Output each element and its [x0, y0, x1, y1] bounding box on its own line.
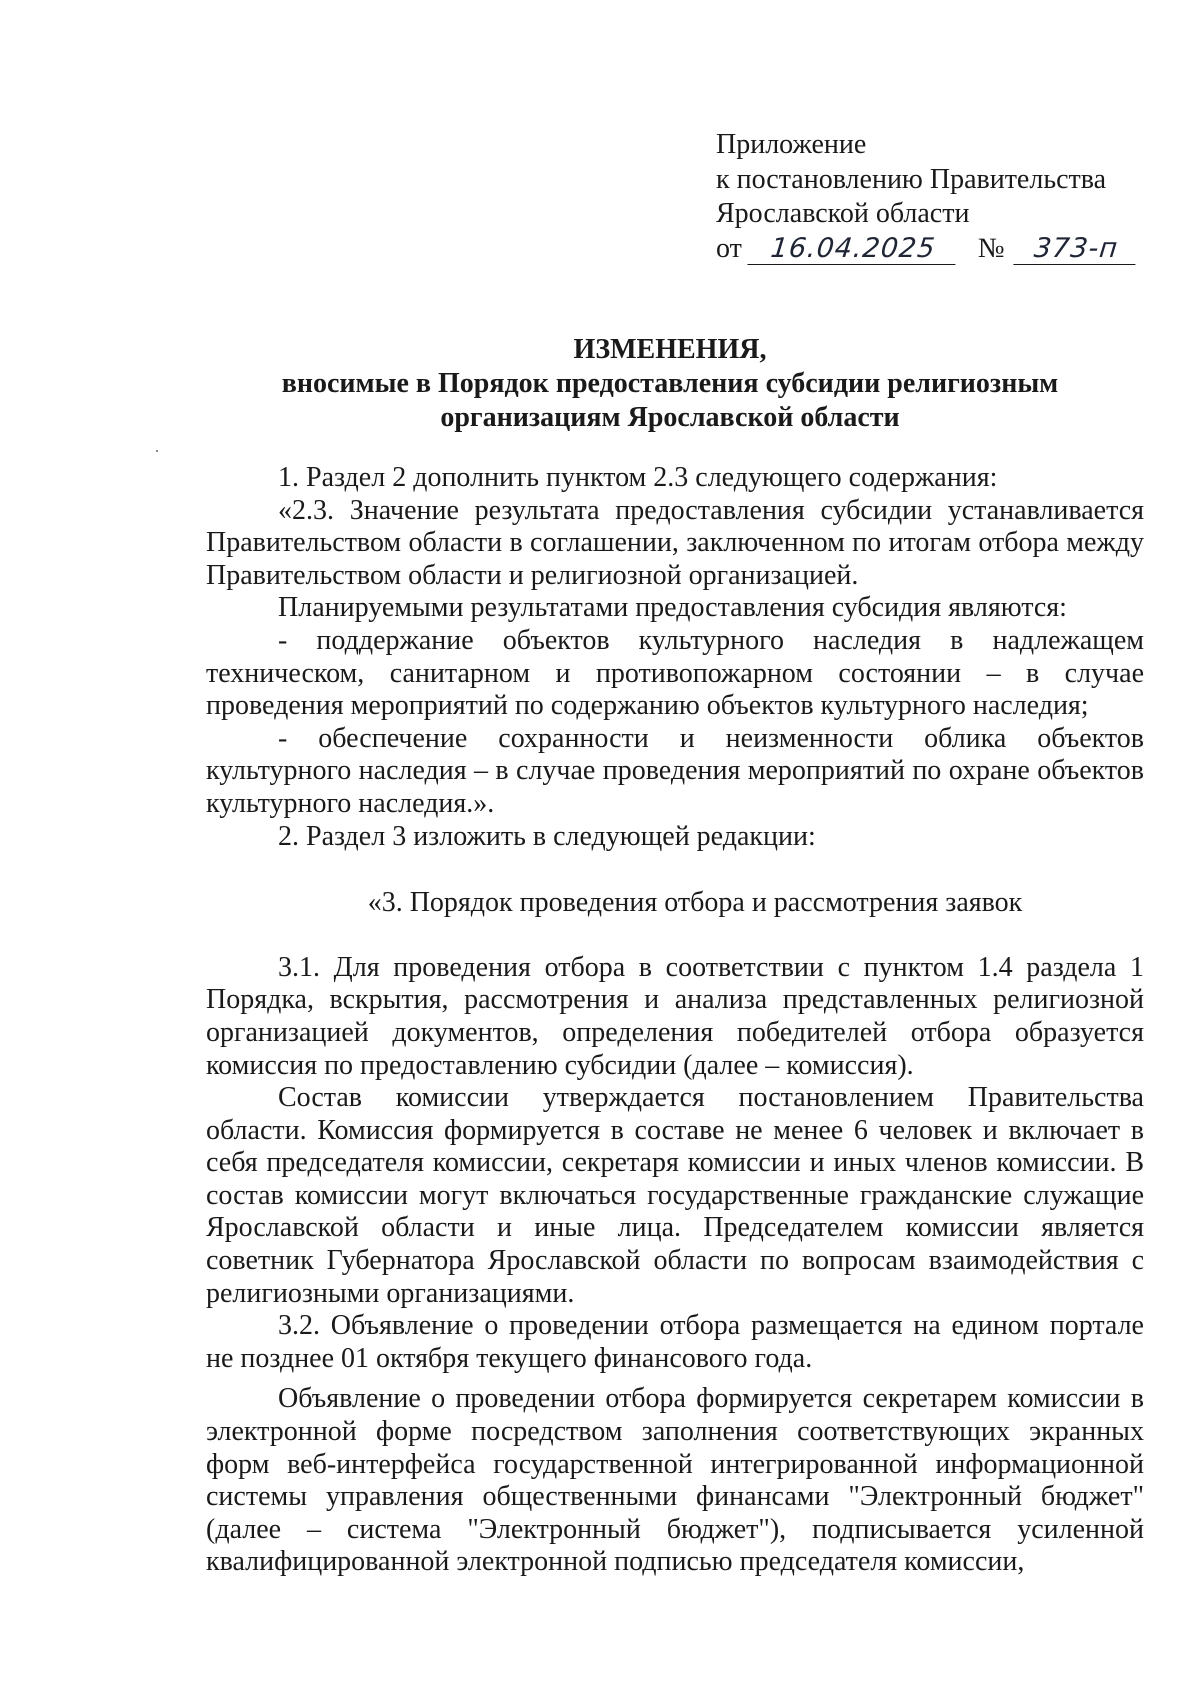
appendix-line-1: Приложение	[716, 129, 867, 160]
appendix-date-number-line	[716, 232, 1146, 267]
section-3-heading: «3. Порядок проведения отбора и рассмотрения заявок	[367, 887, 1023, 919]
paragraph-5: - обеспечение сохранности и неизменности облика объектов культурного наследия – в случае проведения мероприятий по охране объектов культурного наследия.».	[206, 722, 1144, 819]
appendix-line-2: к постановлению Правительства	[716, 163, 1107, 195]
paragraph-1: 1. Раздел 2 дополнить пунктом 2.3 следующего содержания:	[278, 462, 998, 493]
handwritten-date: 16.04.2025	[747, 234, 958, 265]
paragraph-10: Объявление о проведении отбора формируется секретарем комиссии в электронной форме посредством заполнения соответствующих экранных форм веб-интерфейса государственной интегрированной информационной системы управления общественными финансами "Электронный бюджет" (далее – система "Электронный бюджет"), подписывается усиленной квалифицированной электронной подписью председателя комиссии,	[206, 1383, 1144, 1578]
title-line-3: организациям Ярославской области	[440, 402, 900, 433]
paragraph-3: Планируемыми результатами предоставления субсидия являются:	[278, 592, 1067, 624]
paragraph-8: Состав комиссии утверждается постановлением Правительства области. Комиссия формируется в составе не менее 6 человек и включает в себя председателя комиссии, секретаря комиссии и иных членов комиссии. В состав комиссии могут включаться государственные гражданские служащие Ярославской области и иные лица. Председателем комиссии является советник Губернатора Ярославской области по вопросам взаимодействия с религиозными организациями.	[206, 1082, 1144, 1309]
handwritten-number: 373-п	[1013, 234, 1138, 265]
appendix-block	[716, 128, 1146, 266]
appendix-line-3: Ярославской области	[716, 198, 970, 229]
paragraph-6: 2. Раздел 3 изложить в следующей редакции:	[278, 820, 816, 852]
paragraph-2: «2.3. Значение результата предоставления субсидии устанавливается Правительством области в соглашении, заключенном по итогам отбора между Правительством области и религиозной организацией.	[206, 494, 1144, 591]
title-line-1: ИЗМЕНЕНИЯ,	[573, 334, 767, 365]
from-label: от	[716, 232, 742, 264]
paragraph-4: - поддержание объектов культурного наследия в надлежащем техническом, санитарном и противопожарном состоянии – в случае проведения мероприятий по содержанию объектов культурного наследия;	[206, 624, 1144, 722]
number-label: №	[977, 232, 1005, 264]
paragraph-7: 3.1. Для проведения отбора в соответствии с пунктом 1.4 раздела 1 Порядка, вскрытия, рассмотрения и анализа представленных религиозной организацией документов, определения победителей отбора образуется комиссия по предоставлению субсидии (далее – комиссия).	[206, 951, 1144, 1081]
document-title	[205, 333, 1135, 435]
document-body	[206, 462, 1144, 1579]
title-line-2: вносимые в Порядок предоставления субсидии религиозным	[281, 368, 1059, 399]
scan-speck	[156, 450, 158, 452]
paragraph-9: 3.2. Объявление о проведении отбора размещается на едином портале не позднее 01 октября текущего финансового года.	[206, 1310, 1144, 1374]
